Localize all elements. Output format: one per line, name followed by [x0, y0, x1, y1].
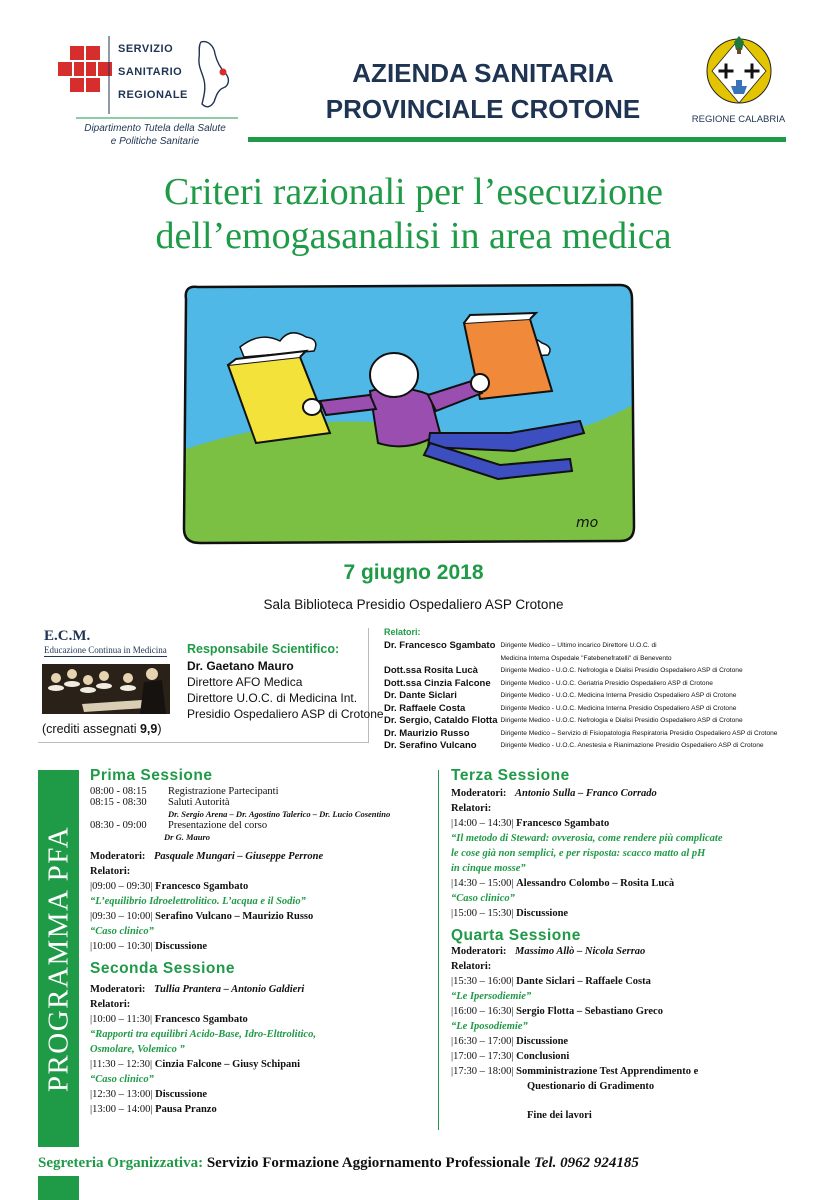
event-date: 7 giugno 2018 — [343, 561, 484, 584]
talk-topic: Osmolare, Volemico ” — [90, 1044, 185, 1055]
relatori-session-label: Relatori: — [451, 803, 492, 814]
talk-row — [90, 939, 430, 954]
talk-time: |10:00 – 11:30| — [90, 1014, 153, 1025]
moderatori-label: Moderatori: — [451, 788, 507, 799]
title-line-1: Criteri razionali per l’esecuzione — [163, 171, 664, 213]
talk-time: |14:00 – 14:30| — [451, 818, 514, 829]
relatori-session-label: Relatori: — [90, 999, 131, 1010]
ecm-credits — [42, 722, 162, 736]
ssr-line-3: REGIONALE — [118, 89, 188, 101]
agenda-time: 08:00 - 08:15 — [90, 786, 147, 797]
talk-speaker-cont: Questionario di Gradimento — [527, 1081, 655, 1092]
anatomy-lesson-painting — [42, 664, 170, 714]
regione-label: REGIONE CALABRIA — [691, 114, 786, 125]
relatore-name: Dott.ssa Cinzia Falcone — [384, 677, 491, 689]
moderatori-row — [451, 786, 791, 801]
dept-caption-line-1: Dipartimento Tutela della Salute — [84, 123, 226, 134]
talk-row — [451, 974, 791, 989]
talk-time: |12:30 – 13:00| — [90, 1089, 153, 1100]
relatore-row — [384, 690, 777, 703]
column-divider — [438, 770, 439, 1130]
talk-topic: “Caso clinico” — [90, 926, 154, 937]
relatore-role: Dirigente Medico – Ultimo incarico Direttore U.O.C. di — [500, 642, 657, 649]
ecm-title: E.C.M. — [44, 628, 91, 644]
header-rule — [248, 137, 786, 142]
credits-prefix: (crediti assegnati — [42, 722, 140, 736]
page-title — [40, 170, 787, 258]
moderatori-label: Moderatori: — [90, 851, 146, 862]
svg-text:mo: mo — [576, 515, 599, 531]
talk-topic: “Il metodo di Steward: ovverosia, come rendere più complicate — [451, 833, 723, 844]
event-venue: Sala Biblioteca Presidio Ospedaliero ASP Crotone — [263, 597, 564, 612]
talk-topic: “L’equilibrio Idroelettrolitico. L’acqua e il Sodio” — [90, 896, 306, 907]
azienda-line-1: AZIENDA SANITARIA — [352, 58, 614, 88]
moderatori-names: Tullia Prantera – Antonio Galdieri — [154, 984, 305, 995]
talk-speaker: Discussione — [516, 908, 569, 919]
relatore-role: Medicina Interna Ospedale "Fatebenefratelli" di Benevento — [500, 654, 672, 662]
flying-reader-illustration — [180, 283, 636, 545]
talk-topic: “Le Iposodiemie” — [451, 1021, 528, 1032]
talk-time: |15:30 – 16:00| — [451, 976, 514, 987]
seconda-sessione-title: Seconda Sessione — [90, 960, 235, 977]
ecm-subtitle: Educazione Continua in Medicina — [44, 645, 167, 655]
ssr-line-1: SERVIZIO — [118, 43, 174, 55]
relatore-name: Dr. Maurizio Russo — [384, 727, 470, 739]
footer-green-block — [38, 1176, 79, 1200]
right-column — [451, 768, 791, 1123]
talk-topic: “Caso clinico” — [451, 893, 515, 904]
relatore-role: Dirigente Medico - U.O.C. Medicina Interna Presidio Ospedaliero ASP di Crotone — [500, 692, 737, 699]
relatore-row — [384, 703, 777, 716]
red-cross-icon — [58, 46, 112, 92]
talk-row — [451, 876, 791, 891]
relatore-role: Dirigente Medico - U.O.C. Nefrologia e Dialisi Presidio Ospedaliero ASP di Crotone — [500, 717, 743, 724]
talk-time: |17:30 – 18:00| — [451, 1066, 514, 1077]
relatore-row — [384, 665, 777, 678]
relatori-session-label: Relatori: — [451, 961, 492, 972]
talk-time: |17:00 – 17:30| — [451, 1051, 514, 1062]
ssr-wordmark — [118, 38, 188, 107]
programma-label — [38, 770, 79, 1147]
relatore-role: Dirigente Medico - U.O.C. Nefrologia e Dialisi Presidio Ospedaliero ASP di Crotone — [500, 667, 743, 674]
talk-speaker: Conclusioni — [516, 1051, 570, 1062]
agenda-row — [90, 820, 430, 831]
left-column — [90, 768, 430, 1117]
relatore-name: Dott.ssa Rosita Lucà — [384, 665, 478, 676]
footer — [38, 1155, 793, 1172]
saluti-names: Dr. Sergio Arena – Dr. Agostino Talerico – Dr. Lucio Cosentino — [168, 809, 391, 819]
footer-text: Servizio Formazione Aggiornamento Professionale — [206, 1155, 531, 1171]
relatore-role: Dirigente Medico - U.O.C. Geriatria Presidio Ospedaliero ASP di Crotone — [500, 679, 713, 687]
relatore-name: Dr. Sergio, Cataldo Flotta — [384, 715, 498, 726]
relatore-name — [384, 653, 498, 666]
credits-suffix: ) — [157, 722, 162, 736]
talk-topic: “Le Ipersodiemie” — [451, 991, 532, 1002]
talk-speaker: Alessandro Colombo – Rosita Lucà — [516, 878, 675, 889]
footer-tel: Tel. 0962 924185 — [534, 1155, 639, 1171]
talk-time: |16:30 – 17:00| — [451, 1036, 514, 1047]
fine-lavori: Fine dei lavori — [527, 1110, 592, 1121]
agenda-time: 08:15 - 08:30 — [90, 797, 147, 808]
relatore-name: Dr. Serafino Vulcano — [384, 740, 477, 751]
talk-row — [451, 1004, 791, 1019]
moderatori-names: Massimo Allò – Nicola Serrao — [515, 946, 646, 957]
talk-row — [451, 1064, 791, 1079]
talk-row — [90, 879, 430, 894]
relatori-label: Relatori: — [384, 627, 421, 637]
talk-speaker: Dante Siclari – Raffaele Costa — [516, 976, 651, 987]
talk-speaker: Cinzia Falcone – Giusy Schipani — [154, 1059, 301, 1070]
talk-speaker: Sergio Flotta – Sebastiano Greco — [516, 1006, 663, 1017]
credits-value: 9,9 — [139, 722, 158, 736]
moderatori-names: Antonio Sulla – Franco Corrado — [515, 788, 657, 799]
talk-speaker: Francesco Sgambato — [154, 1014, 248, 1025]
programma-label-text: PROGRAMMA PFA — [42, 825, 74, 1092]
responsabile-name: Dr. Gaetano Mauro — [187, 659, 294, 673]
talk-time: |16:00 – 16:30| — [451, 1006, 514, 1017]
moderatori-label: Moderatori: — [90, 984, 146, 995]
terza-sessione-title: Terza Sessione — [451, 767, 570, 784]
regione-calabria-crest — [706, 34, 772, 108]
azienda-title — [248, 55, 718, 127]
relatore-role: Dirigente Medico - U.O.C. Medicina Interna Presidio Ospedaliero ASP di Crotone — [500, 704, 737, 712]
talk-speaker: Discussione — [155, 941, 208, 952]
talk-speaker: Serafino Vulcano – Maurizio Russo — [155, 911, 314, 922]
relatori-table — [384, 640, 777, 753]
relatore-row — [384, 678, 777, 691]
responsabile-label: Responsabile Scientifico: — [187, 642, 340, 656]
talk-time: |15:00 – 15:30| — [451, 908, 514, 919]
talk-time: |10:00 – 10:30| — [90, 941, 153, 952]
talk-time: |09:30 – 10:00| — [90, 911, 153, 922]
azienda-line-2: PROVINCIALE CROTONE — [325, 94, 641, 124]
relatori-session-label: Relatori: — [90, 866, 131, 877]
talk-topic: le cose già non semplici, e per risposta: scacco matto al pH — [451, 848, 706, 859]
talk-topic: in cinque mosse” — [451, 863, 526, 874]
talk-topic: “Caso clinico” — [90, 1074, 154, 1085]
relatore-row — [384, 653, 777, 666]
talk-row — [451, 1049, 791, 1064]
quarta-sessione-title: Quarta Sessione — [451, 927, 581, 944]
talk-row — [90, 1057, 430, 1072]
talk-row — [90, 1012, 430, 1027]
moderatori-row — [90, 982, 430, 997]
talk-topic: “Rapporti tra equilibri Acido-Base, Idro-Elttrolitico, — [90, 1029, 316, 1040]
moderatori-row — [90, 849, 430, 864]
relatore-role: Dirigente Medico - U.O.C. Anestesia e Rianimazione Presidio Ospedaliero ASP di Crotone — [500, 742, 764, 749]
relatore-row — [384, 715, 777, 728]
talk-speaker: Francesco Sgambato — [155, 881, 249, 892]
talk-row — [451, 1034, 791, 1049]
talk-speaker: Discussione — [516, 1036, 569, 1047]
agenda-text: Registrazione Partecipanti — [168, 786, 279, 797]
relatore-row — [384, 740, 777, 753]
agenda-time: 08:30 - 09:00 — [90, 820, 147, 831]
relatore-name: Dr. Raffaele Costa — [384, 702, 466, 714]
talk-time: |09:00 – 09:30| — [90, 881, 153, 892]
agenda-row — [90, 797, 430, 808]
talk-speaker: Francesco Sgambato — [516, 818, 610, 829]
talk-row — [451, 906, 791, 921]
talk-row — [90, 1102, 430, 1117]
relatore-role: Dirigente Medico – Servizio di Fisiopatologia Respiratoria Presidio Ospedaliero ASP di Crotone — [500, 729, 778, 737]
moderatori-names: Pasquale Mungari – Giuseppe Perrone — [154, 851, 324, 862]
responsabile-block — [187, 658, 384, 722]
agenda-text: Saluti Autorità — [168, 797, 230, 808]
prima-sessione-title: Prima Sessione — [90, 767, 213, 784]
agenda-text: Presentazione del corso — [168, 820, 268, 831]
relatore-row — [384, 728, 777, 741]
talk-row — [451, 816, 791, 831]
relatore-name: Dr. Francesco Sgambato — [384, 640, 496, 651]
responsabile-role-2: Direttore U.O.C. di Medicina Int. — [187, 691, 358, 705]
responsabile-role-3: Presidio Ospedaliero ASP di Crotone — [187, 707, 384, 721]
talk-row — [90, 1087, 430, 1102]
moderatori-row — [451, 944, 791, 959]
dept-caption-line-2: e Politiche Sanitarie — [110, 136, 200, 147]
presentazione-name: Dr G. Mauro — [164, 832, 211, 842]
talk-speaker: Pausa Pranzo — [155, 1104, 217, 1115]
talk-row — [90, 909, 430, 924]
talk-time: |11:30 – 12:30| — [90, 1059, 153, 1070]
agenda-row — [90, 786, 430, 797]
footer-label: Segreteria Organizzativa: — [38, 1155, 204, 1171]
responsabile-role-1: Direttore AFO Medica — [187, 675, 303, 689]
talk-time: |13:00 – 14:00| — [90, 1104, 153, 1115]
title-line-2: dell’emogasanalisi in area medica — [155, 215, 672, 257]
relatore-name: Dr. Dante Siclari — [384, 690, 457, 701]
dept-caption — [70, 122, 240, 148]
talk-speaker: Somministrazione Test Apprendimento e — [516, 1066, 699, 1077]
ssr-line-2: SANITARIO — [118, 66, 183, 78]
talk-speaker: Discussione — [155, 1089, 208, 1100]
moderatori-label: Moderatori: — [451, 946, 507, 957]
relatore-row — [384, 640, 777, 653]
talk-time: |14:30 – 15:00| — [451, 878, 514, 889]
